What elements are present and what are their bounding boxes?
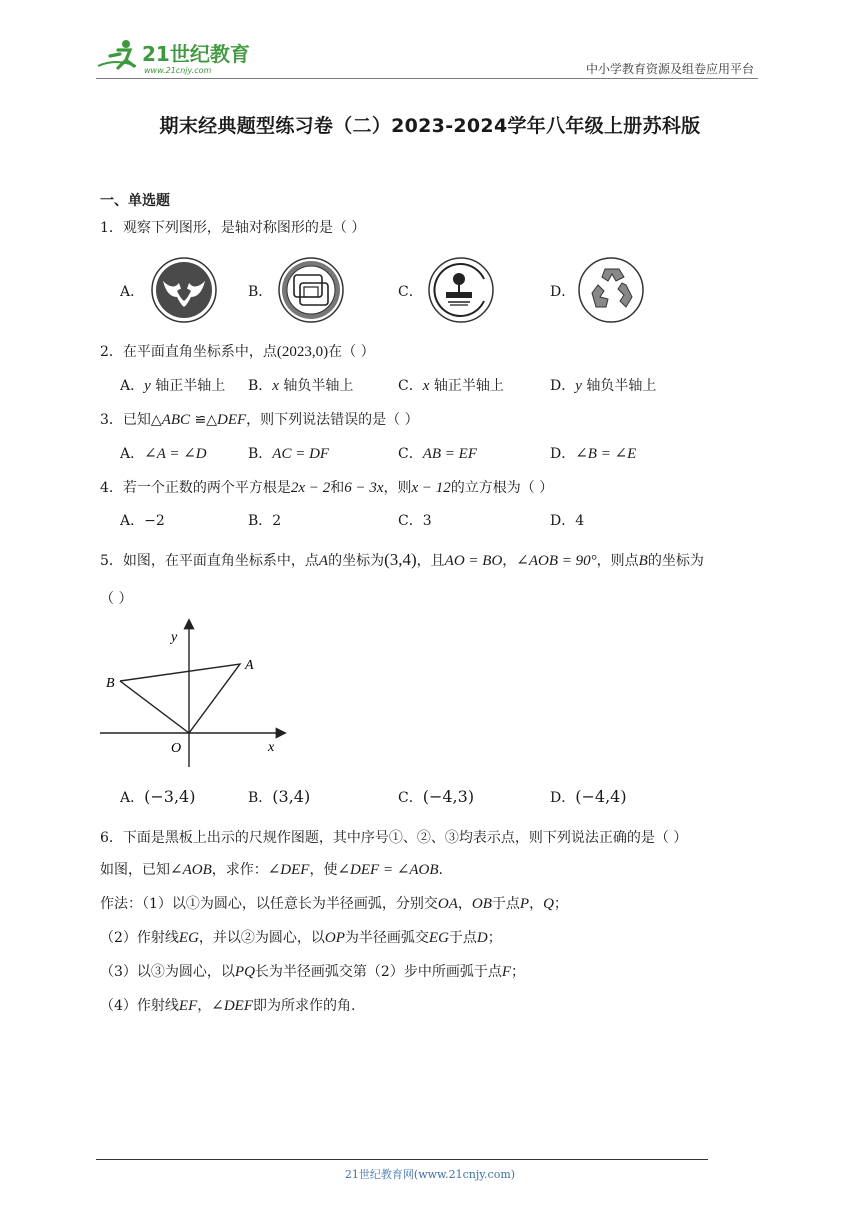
q6-step-2: （2）作射线EG，并以②为圆心，以OP为半径画弧交EG于点D； xyxy=(100,930,502,946)
page-title: 期末经典题型练习卷（二）2023-2024学年八年级上册苏科版 xyxy=(159,115,701,137)
q1-option-a-label: A． xyxy=(120,284,145,300)
q6-step-1: 作法：（1）以①为圆心，以任意长为半径画弧，分别交OA，OB于点P，Q； xyxy=(100,896,568,912)
q1-option-c-label: C． xyxy=(398,284,423,300)
fig-label-b: B xyxy=(106,676,115,691)
q4-option-d: D．4 xyxy=(550,513,585,529)
logo-text: 21世纪教育 xyxy=(142,42,250,66)
q6-step-3: （3）以③为圆心，以PQ长为半径画弧交第（2）步中所画弧于点F； xyxy=(100,964,525,980)
header-divider xyxy=(96,78,758,79)
site-logo xyxy=(96,36,256,78)
q3-stem: 3．已知△ABC ≌△DEF，则下列说法错误的是（ ） xyxy=(100,412,419,428)
q2-option-a: A．y 轴正半轴上 xyxy=(120,378,226,394)
q2-option-d: D．y 轴负半轴上 xyxy=(550,378,657,394)
q3-option-c: C．AB = EF xyxy=(398,446,477,462)
fig-label-x: x xyxy=(268,740,275,755)
q2-option-b: B．x 轴负半轴上 xyxy=(248,378,354,394)
q5-coordinate-figure xyxy=(98,615,298,775)
q3-option-b: B．AC = DF xyxy=(248,446,330,462)
logo-url: www.21cnjy.com xyxy=(144,66,212,75)
q6-step-4: （4）作射线EF，∠DEF即为所求作的角. xyxy=(100,998,356,1014)
section-heading: 一、单选题 xyxy=(100,193,170,209)
q4-option-c: C．3 xyxy=(398,513,432,529)
fig-label-o: O xyxy=(171,741,182,756)
q3-option-a: A．∠A = ∠D xyxy=(120,446,207,462)
q4-option-a: A．−2 xyxy=(120,513,165,529)
q1-option-d-label: D． xyxy=(550,284,576,300)
q5-option-a: A．(−3,4) xyxy=(120,787,196,806)
bat-emblem-icon xyxy=(151,257,217,323)
q4-option-b: B．2 xyxy=(248,513,282,529)
square-spiral-emblem-icon xyxy=(278,257,344,323)
fig-label-a: A xyxy=(245,658,254,673)
header-platform-text: 中小学教育资源及组卷应用平台 xyxy=(585,62,754,76)
q5-option-c: C．(−4,3) xyxy=(398,787,475,806)
person-badge-emblem-icon xyxy=(428,257,494,323)
q6-stem: 6．下面是黑板上出示的尺规作图题，其中序号①、②、③均表示点，则下列说法正确的是（ ） xyxy=(100,830,688,846)
q5-stem: 5．如图，在平面直角坐标系中，点A的坐标为(3,4)，且AO = BO，∠AOB = 90°，则点B的坐标为 xyxy=(100,550,704,569)
q1-stem: 1．观察下列图形，是轴对称图形的是（ ） xyxy=(100,220,366,236)
q6-given: 如图，已知∠AOB，求作：∠DEF，使∠DEF = ∠AOB. xyxy=(100,862,443,878)
fig-label-y: y xyxy=(171,630,178,645)
q5-option-d: D．(−4,4) xyxy=(550,787,627,806)
q4-stem: 4．若一个正数的两个平方根是2x − 2和6 − 3x，则x − 12的立方根为（ ） xyxy=(100,480,554,496)
recycle-emblem-icon xyxy=(578,257,644,323)
q5-option-b: B．(3,4) xyxy=(248,787,311,806)
q1-option-b-label: B． xyxy=(248,284,273,300)
q2-stem: 2．在平面直角坐标系中，点(2023,0)在（ ） xyxy=(100,344,375,360)
q5-answer-paren: （ ） xyxy=(100,591,133,607)
q2-point: (2023,0) xyxy=(276,344,329,360)
triangle-aob xyxy=(120,664,240,733)
footer-link[interactable]: 21世纪教育网(www.21cnjy.com) xyxy=(344,1168,516,1181)
q2-option-c: C．x 轴正半轴上 xyxy=(398,378,504,394)
q3-option-d: D．∠B = ∠E xyxy=(550,446,637,462)
footer-divider xyxy=(96,1159,708,1160)
runner-logo-icon xyxy=(98,40,136,68)
